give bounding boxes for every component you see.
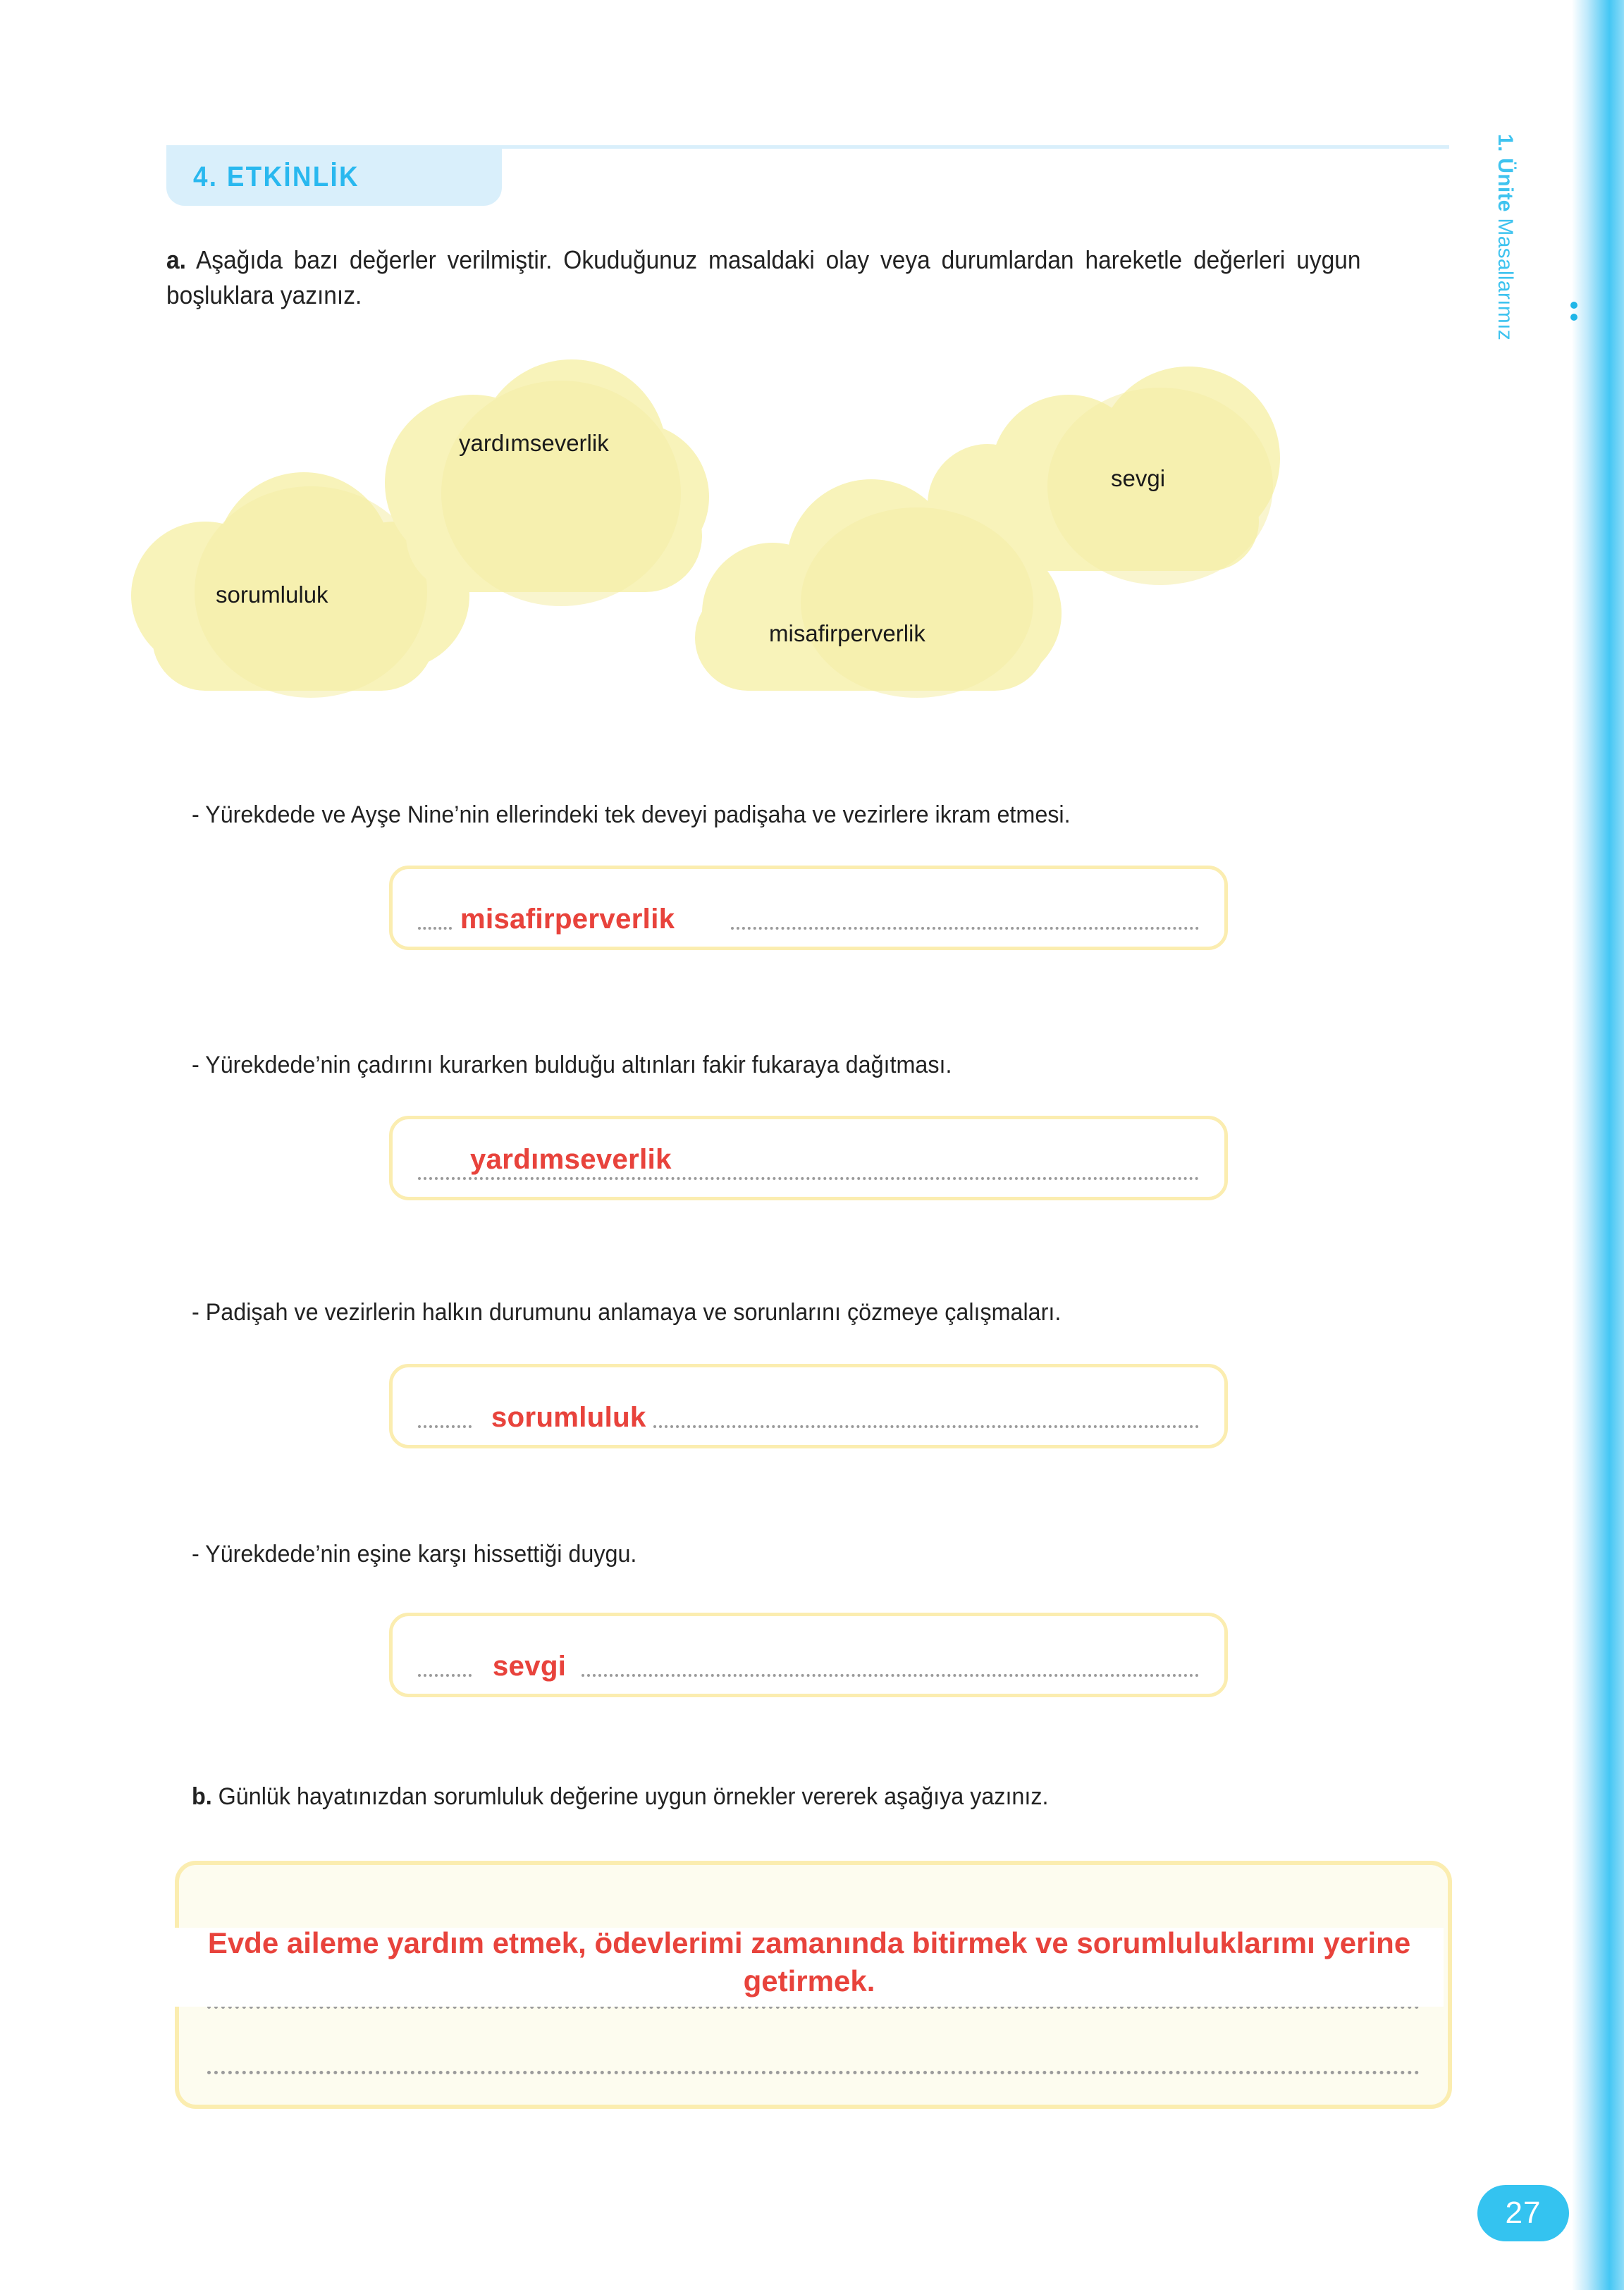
answer-text-2: yardımseverlik (470, 1144, 672, 1175)
answer-text-4: sevgi (493, 1651, 567, 1682)
cloud-label-yardimseverlik: yardımseverlik (459, 430, 609, 456)
unit-number-label: 1. Ünite (1494, 134, 1517, 212)
answer-dotted-line-4b (582, 1671, 1199, 1677)
activity-title-chip (166, 149, 502, 206)
answer-box-1[interactable] (389, 866, 1228, 950)
answer-dotted-line-4a (418, 1671, 472, 1677)
page-number-badge (1477, 2185, 1569, 2241)
question-prompt-4: - Yürekdede’nin eşine karşı hissettiği duygu. (192, 1541, 637, 1568)
activity-title-text: 4. ETKİNLİK (193, 161, 359, 192)
part-b-marker: b. (192, 1783, 212, 1810)
answer-dotted-line-1b (731, 924, 1199, 930)
unit-name-label: Masallarımız (1494, 211, 1517, 341)
edge-dot-marks (1570, 302, 1577, 326)
question-prompt-1: - Yürekdede ve Ayşe Nine’nin ellerindeki tek deveyi padişaha ve vezirlere ikram etmesi. (192, 801, 1071, 828)
right-edge-gradient-strip (1572, 0, 1624, 2290)
cloud-label-sevgi: sevgi (1111, 465, 1166, 491)
value-clouds-group (166, 367, 1456, 761)
page-number-text: 27 (1505, 2196, 1542, 2230)
question-prompt-2: - Yürekdede’nin çadırını kurarken bulduğu altınları fakir fukaraya dağıtması. (192, 1052, 952, 1078)
intro-paragraph (166, 242, 1360, 312)
cloud-misafirperverlik (660, 479, 1097, 719)
answer-text-1: misafirperverlik (460, 904, 675, 935)
answer-box-2[interactable] (389, 1116, 1228, 1200)
cloud-label-sorumluluk: sorumluluk (216, 581, 328, 608)
part-b-text: Günlük hayatınızdan sorumluluk değerine uygun örnekler vererek aşağıya yazınız. (211, 1783, 1049, 1810)
question-prompt-3: - Padişah ve vezirlerin halkın durumunu anlamaya ve sorunlarını çözmeye çalışmaları. (192, 1299, 1062, 1326)
part-b-prompt (192, 1783, 1049, 1811)
cloud-label-misafirperverlik: misafirperverlik (769, 620, 925, 646)
intro-text: Aşağıda bazı değerler verilmiştir. Okuduğunuz masaldaki olay veya durumlardan hareketle değerleri uygun boşluklara yazınız. (166, 245, 1361, 309)
part-b-answer-text: Evde aileme yardım etmek, ödevlerimi zamanında bitirmek ve sorumluluklarımı yerine getirmek. (207, 1926, 1411, 1997)
answer-box-3[interactable] (389, 1364, 1228, 1448)
answer-dotted-line-3a (418, 1422, 472, 1428)
answer-dotted-line-1a (418, 924, 452, 930)
intro-marker: a. (166, 245, 186, 274)
unit-side-label (1493, 134, 1517, 529)
answer-dotted-line-3b (653, 1422, 1199, 1428)
answer-box-4[interactable] (389, 1613, 1228, 1697)
answer-text-3: sorumluluk (491, 1402, 646, 1433)
part-b-dotted-line-3 (207, 2068, 1420, 2074)
